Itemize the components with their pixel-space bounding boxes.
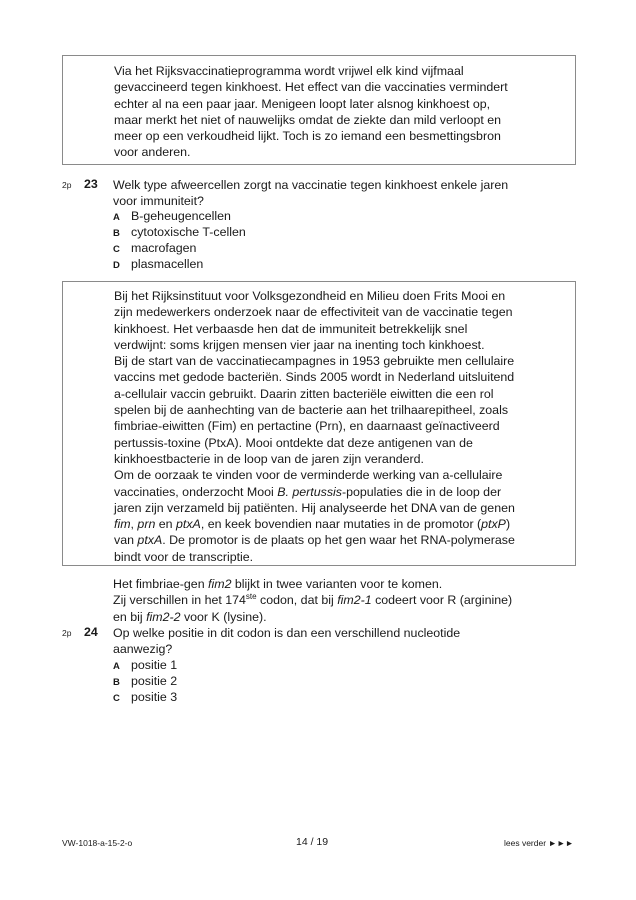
q24-pre-line xyxy=(113,576,512,592)
info-line: kinkhoestbacterie in de loop van de jaren zijn veranderd. xyxy=(114,451,424,466)
option-text: B-geheugencellen xyxy=(131,209,231,223)
option-letter: D xyxy=(113,260,120,271)
intro-box xyxy=(62,55,576,165)
option-text: positie 1 xyxy=(131,658,178,672)
text-run: en bij xyxy=(113,609,147,624)
q23-question xyxy=(113,177,508,210)
info-line xyxy=(114,532,569,548)
text-run: , xyxy=(130,517,138,532)
option-text: positie 2 xyxy=(131,674,178,688)
q24-number: 24 xyxy=(84,625,98,639)
text-run: en xyxy=(155,517,177,532)
option-letter: A xyxy=(113,212,120,223)
option-text: cytotoxische T-cellen xyxy=(131,225,246,239)
info-line: jaren zijn verzameld bij patiënten. Hij analyseerde het DNA van de genen xyxy=(114,500,515,515)
option-text: plasmacellen xyxy=(131,257,204,271)
info-line: a-cellulair vaccin gebruikt. Daarin zitten bacteriële eiwitten die een rol xyxy=(114,386,494,401)
text-run: , en keek bovendien naar mutaties in de promotor ( xyxy=(200,517,482,532)
text-run: -populaties die in de loop der xyxy=(341,484,502,499)
text-run: . De promotor is de plaats op het gen waar het RNA-polymerase xyxy=(162,533,515,548)
q23-number: 23 xyxy=(84,177,98,191)
species-name: B. pertussis xyxy=(277,484,342,499)
info-line: Om de oorzaak te vinden voor de verminderde werking van a-cellulaire xyxy=(114,468,503,483)
gene-name: fim2-1 xyxy=(337,593,372,608)
text-run: van xyxy=(114,533,138,548)
option-letter: A xyxy=(113,661,120,672)
info-line: Bij het Rijksinstituut voor Volksgezondheid en Milieu doen Frits Mooi en xyxy=(114,289,506,303)
text-run: blijkt in twee varianten voor te komen. xyxy=(231,577,443,591)
q23-option-d[interactable] xyxy=(113,256,203,274)
info-line xyxy=(114,516,569,532)
gene-name: prn xyxy=(137,517,156,532)
q24-preamble xyxy=(113,576,512,625)
info-line: kinkhoest. Het verbaasde hen dat de immuniteit betrekkelijk snel xyxy=(114,321,468,336)
info-line: fimbriae-eiwitten (Fim) en pertactine (Prn), en daarnaast geïnactiveerd xyxy=(114,419,500,434)
intro-line: gevaccineerd tegen kinkhoest. Het effect van die vaccinaties vermindert xyxy=(114,80,508,95)
gene-name: fim2-2 xyxy=(146,609,181,624)
q24-option-c[interactable] xyxy=(113,689,177,707)
superscript: ste xyxy=(245,592,257,602)
option-letter: B xyxy=(113,677,120,688)
option-letter: B xyxy=(113,228,120,239)
next-page-indicator: lees verder ►►► xyxy=(504,838,574,848)
info-line: zijn medewerkers onderzoek naar de effectiviteit van de vaccinatie tegen xyxy=(114,305,513,320)
intro-line: maar merkt het niet of nauwelijks omdat de ziekte dan mild verloopt en xyxy=(114,112,502,127)
page-number: 14 / 19 xyxy=(296,836,329,848)
info-line: bindt voor de transcriptie. xyxy=(114,549,254,564)
info-text xyxy=(114,288,569,565)
text-run: codeert voor R (arginine) xyxy=(371,593,513,608)
intro-line: echter al na een paar jaar. Menigeen loopt later alsnog kinkhoest op, xyxy=(114,96,491,111)
q23-line: Welk type afweercellen zorgt na vaccinatie tegen kinkhoest enkele jaren xyxy=(113,178,509,192)
q24-points: 2p xyxy=(62,628,72,638)
info-line: Bij de start van de vaccinatiecampagnes in 1953 gebruikte men cellulaire xyxy=(114,354,515,369)
q24-pre-line xyxy=(113,609,512,625)
info-line: vaccins met gedode bacteriën. Sinds 2005 wordt in Nederland uitsluitend xyxy=(114,370,515,385)
info-box xyxy=(62,281,576,566)
info-line: pertussis-toxine (PtxA). Mooi ontdekte dat deze antigenen van de xyxy=(114,435,473,450)
gene-name: ptxP xyxy=(481,517,506,532)
gene-name: fim2 xyxy=(208,577,232,591)
option-text: positie 3 xyxy=(131,690,178,704)
intro-line: meer op een verkoudheid lijkt. Toch is zo iemand een besmettingsbron xyxy=(114,129,501,144)
text-run: Het fimbriae-gen xyxy=(113,577,209,591)
option-letter: C xyxy=(113,693,120,704)
option-letter: C xyxy=(113,244,120,255)
footer-code: VW-1018-a-15-2-o xyxy=(62,838,133,848)
option-text: macrofagen xyxy=(131,241,197,255)
info-line: spelen bij de aanhechting van de bacterie aan het trilhaarepitheel, zoals xyxy=(114,403,509,418)
gene-name: ptxA xyxy=(137,533,163,548)
gene-name: ptxA xyxy=(176,517,201,532)
gene-name: fim xyxy=(114,517,131,532)
info-line xyxy=(114,484,569,500)
q23-points: 2p xyxy=(62,180,72,190)
text-run: vaccinaties, onderzocht Mooi xyxy=(114,484,278,499)
intro-text xyxy=(114,63,569,161)
q24-line: Op welke positie in dit codon is dan een verschillend nucleotide xyxy=(113,626,461,640)
info-line: verdwijnt: soms krijgen mensen vier jaar na inenting toch kinkhoest. xyxy=(114,337,485,352)
q24-line: aanwezig? xyxy=(113,642,173,657)
text-run: Zij verschillen in het 174 xyxy=(113,593,246,608)
q23-line: voor immuniteit? xyxy=(113,194,204,209)
text-run: voor K (lysine). xyxy=(180,609,267,624)
q24-question xyxy=(113,625,460,658)
q24-pre-line xyxy=(113,592,512,608)
intro-line: Via het Rijksvaccinatieprogramma wordt vrijwel elk kind vijfmaal xyxy=(114,64,464,78)
text-run: ) xyxy=(505,517,511,532)
text-run: codon, dat bij xyxy=(256,593,338,608)
intro-line: voor anderen. xyxy=(114,145,191,160)
